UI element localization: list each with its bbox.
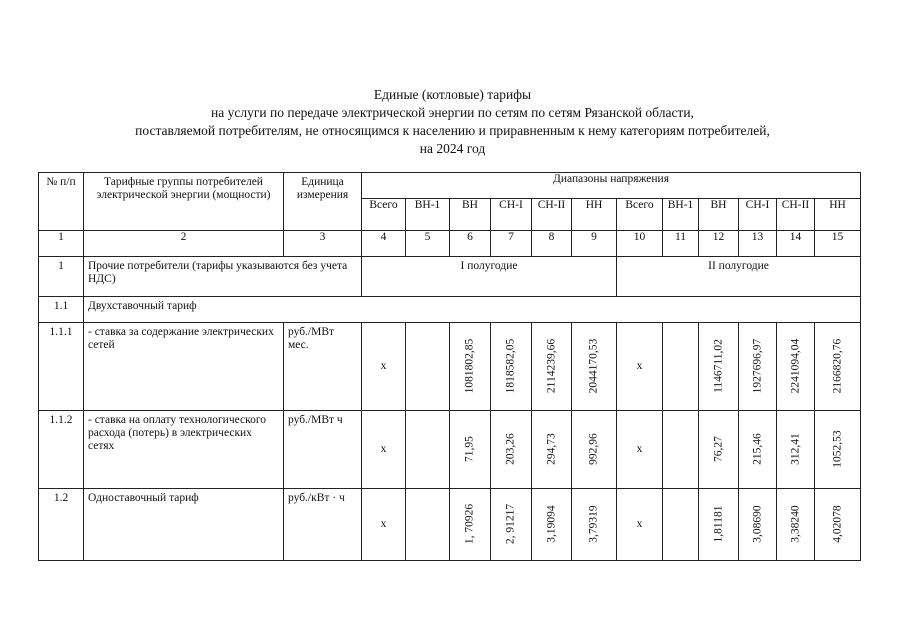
row-name: Прочие потребители (тарифы указываются без учета НДС)	[84, 257, 362, 297]
col-number: 8	[532, 231, 572, 257]
value-text: 71,95	[463, 436, 476, 462]
value-text: 294,73	[545, 433, 557, 465]
value-text: 2044170,53	[587, 338, 600, 394]
value-text: 3,19094	[545, 505, 557, 543]
value-cell	[699, 323, 739, 411]
half-year-1: I полугодие	[362, 257, 617, 297]
row-num: 1.2	[39, 489, 84, 561]
row-unit: руб./МВт ч	[284, 411, 362, 489]
value-text: 1818582,05	[504, 338, 517, 394]
header-groups: Тарифные группы потребителей электрической энергии (мощности)	[84, 173, 284, 231]
value-text: 2, 91217	[504, 503, 517, 545]
value-text: 2114239,66	[545, 338, 557, 394]
row-num: 1	[39, 257, 84, 297]
header-row-1	[39, 173, 861, 199]
value-cell	[815, 489, 861, 561]
total-cell: х	[362, 411, 406, 489]
column-number-row	[39, 231, 861, 257]
col-number: 12	[699, 231, 739, 257]
total-cell: х	[617, 323, 663, 411]
empty-cell	[406, 411, 450, 489]
value-text: 2166820,76	[831, 338, 843, 394]
value-cell	[491, 411, 532, 489]
value-cell	[450, 411, 491, 489]
col-number: 5	[406, 231, 450, 257]
header-sub-cell: ВН-1	[406, 199, 450, 231]
value-cell	[815, 411, 861, 489]
value-text: 215,46	[751, 433, 763, 465]
total-cell: х	[617, 411, 663, 489]
row-num: 1.1.2	[39, 411, 84, 489]
row-num: 1.1	[39, 297, 84, 323]
total-cell: х	[617, 489, 663, 561]
half-year-2: II полугодие	[617, 257, 861, 297]
value-cell	[777, 489, 815, 561]
col-number: 11	[663, 231, 699, 257]
header-sub-cell: ВН	[699, 199, 739, 231]
col-number: 4	[362, 231, 406, 257]
header-sub-cell: СН-I	[739, 199, 777, 231]
header-num: № п/п	[39, 173, 84, 231]
value-cell	[699, 489, 739, 561]
header-sub-cell: СН-I	[491, 199, 532, 231]
value-text: 992,96	[587, 433, 600, 465]
value-cell	[532, 411, 572, 489]
value-cell	[815, 323, 861, 411]
empty-cell	[406, 323, 450, 411]
col-number: 7	[491, 231, 532, 257]
value-cell	[777, 411, 815, 489]
header-unit: Единица измерения	[284, 173, 362, 231]
value-cell	[739, 489, 777, 561]
document-title	[0, 86, 905, 158]
col-number: 15	[815, 231, 861, 257]
value-cell	[739, 323, 777, 411]
value-text: 4,02078	[831, 505, 843, 543]
value-cell	[532, 323, 572, 411]
value-cell	[739, 411, 777, 489]
value-text: 1, 70926	[463, 503, 476, 545]
header-sub-cell: НН	[572, 199, 617, 231]
header-sub-cell: ВН	[450, 199, 491, 231]
value-cell	[450, 489, 491, 561]
row-name: - ставка на оплату технологического расхода (потерь) в электрических сетях	[84, 411, 284, 489]
value-cell	[532, 489, 572, 561]
col-number: 6	[450, 231, 491, 257]
value-text: 1927696,97	[751, 338, 763, 394]
value-text: 1146711,02	[712, 339, 724, 393]
col-number: 3	[284, 231, 362, 257]
empty-cell	[406, 489, 450, 561]
value-cell	[450, 323, 491, 411]
header-sub-cell: ВН-1	[663, 199, 699, 231]
value-text: 1081802,85	[463, 338, 476, 394]
col-number: 1	[39, 231, 84, 257]
total-cell: х	[362, 489, 406, 561]
value-cell	[572, 489, 617, 561]
table-row	[39, 411, 861, 489]
row-name: Двухставочный тариф	[84, 297, 861, 323]
row-unit: руб./МВт мес.	[284, 323, 362, 411]
title-line-1: Единые (котловые) тарифы	[373, 87, 532, 102]
header-sub-cell: НН	[815, 199, 861, 231]
row-name: Одноставочный тариф	[84, 489, 284, 561]
table-row	[39, 257, 861, 297]
value-cell	[777, 323, 815, 411]
col-number: 10	[617, 231, 663, 257]
value-text: 2241094,04	[789, 338, 801, 394]
title-line-4: на 2024 год	[419, 141, 486, 156]
value-text: 3,08690	[751, 505, 763, 543]
table-row	[39, 323, 861, 411]
col-number: 9	[572, 231, 617, 257]
value-text: 203,26	[504, 433, 517, 465]
title-line-2: на услуги по передаче электрической энергии по сетям по сетям Рязанской области,	[211, 105, 694, 120]
col-number: 2	[84, 231, 284, 257]
row-name: - ставка за содержание электрических сетей	[84, 323, 284, 411]
total-cell: х	[362, 323, 406, 411]
value-text: 1,81181	[712, 505, 724, 543]
value-text: 312,41	[789, 433, 801, 465]
empty-cell	[663, 411, 699, 489]
row-num: 1.1.1	[39, 323, 84, 411]
empty-cell	[663, 489, 699, 561]
value-text: 3,38240	[789, 505, 801, 543]
empty-cell	[663, 323, 699, 411]
value-cell	[572, 323, 617, 411]
header-sub-cell: Всего	[617, 199, 663, 231]
value-cell	[491, 489, 532, 561]
header-ranges: Диапазоны напряжения	[362, 173, 861, 199]
value-text: 76,27	[712, 436, 724, 462]
value-text: 1052,53	[831, 430, 843, 468]
table-row	[39, 297, 861, 323]
header-sub-cell: СН-II	[532, 199, 572, 231]
header-sub-cell: Всего	[362, 199, 406, 231]
row-unit: руб./кВт · ч	[284, 489, 362, 561]
title-line-3: поставляемой потребителям, не относящимся к населению и приравненным к нему категориям потребителей,	[135, 123, 770, 138]
value-text: 3,79319	[587, 505, 600, 543]
tariff-table	[38, 172, 861, 561]
col-number: 14	[777, 231, 815, 257]
value-cell	[491, 323, 532, 411]
table-row	[39, 489, 861, 561]
value-cell	[699, 411, 739, 489]
header-sub-cell: СН-II	[777, 199, 815, 231]
col-number: 13	[739, 231, 777, 257]
value-cell	[572, 411, 617, 489]
